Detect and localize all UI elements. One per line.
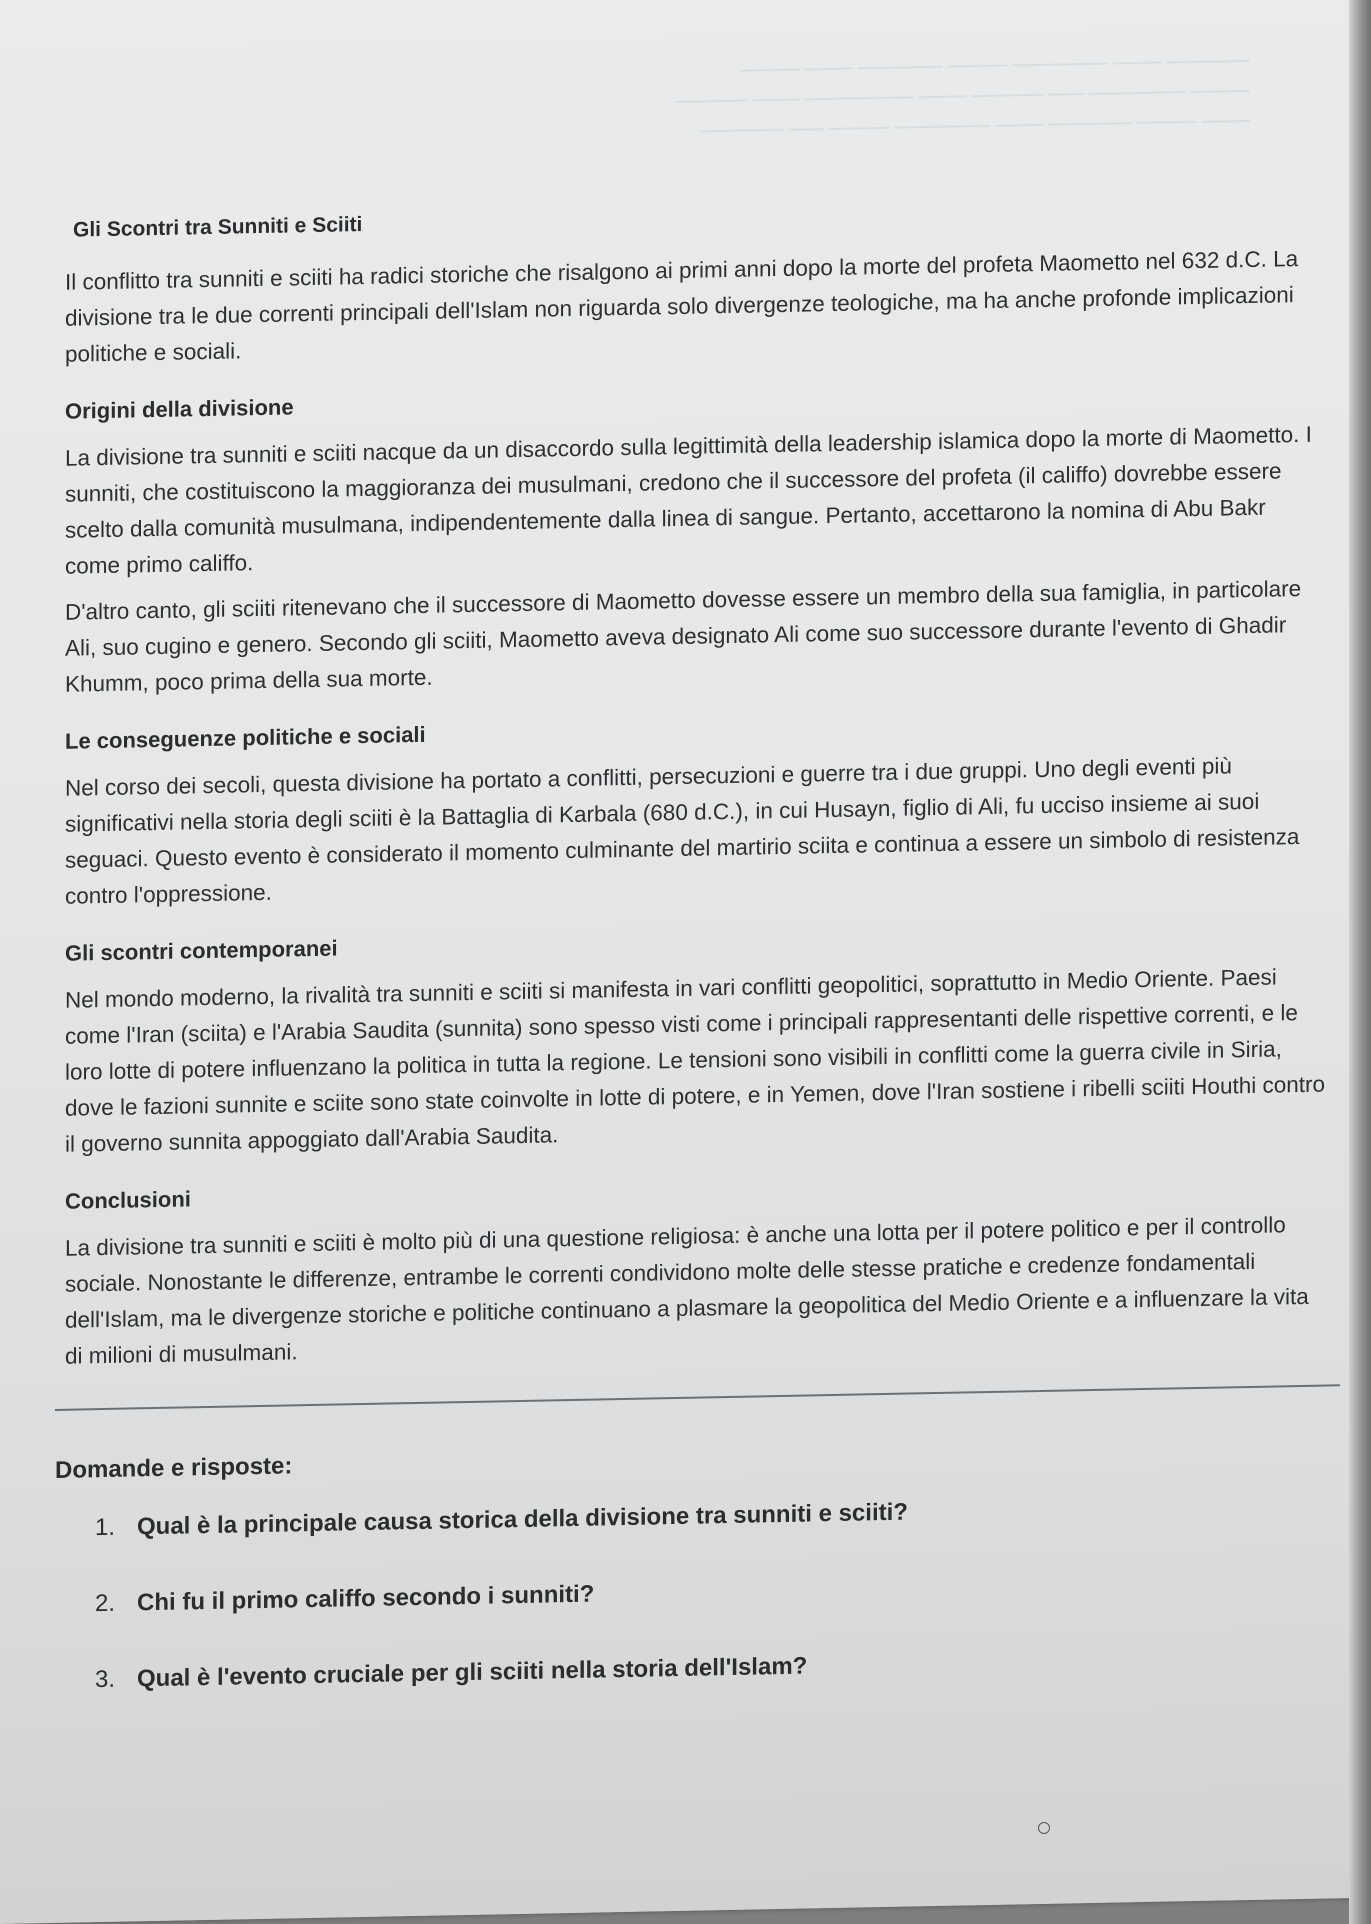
question-text: Qual è l'evento cruciale per gli sciiti nella storia dell'Islam? [137, 1652, 808, 1693]
document-body [55, 195, 1325, 1743]
section-paragraph: La divisione tra sunniti e sciiti è molto più di una questione religiosa: è anche una lotta per il potere politico e per il controllo sociale. Nonostante le differenze, entrambe le correnti condividono molte delle stesse pratiche e credenze fondamentali dell'Islam, ma le divergenze storiche e politiche continuano a plasmare la geopolitica del Medio Oriente e a influenzare la vita di milioni di musulmani. [65, 1212, 1309, 1369]
section-paragraph: La divisione tra sunniti e sciiti nacque da un disaccordo sulla legittimità della leadership islamica dopo la morte di Maometto. I sunniti, che costituiscono la maggioranza dei musulmani, credono che il successore del profeta (il califfo) dovrebbe essere scelto dalla comunità musulmana, indipendentemente dalla linea di sangue. Pertanto, accettarono la nomina di Abu Bakr come primo califfo. [65, 421, 1312, 579]
section-heading: Le conseguenze politiche e sociali [65, 721, 426, 754]
question-list [55, 1491, 1325, 1695]
intro-paragraph: Il conflitto tra sunniti e sciiti ha radici storiche che risalgono ai primi anni dopo la morte del profeta Maometto nel 632 d.C. La divisione tra le due correnti principali dell'Islam non riguarda solo divergenze teologiche, ma ha anche profonde implicazioni politiche e sociali. [65, 246, 1299, 367]
document-title: Gli Scontri tra Sunniti e Sciiti [73, 213, 363, 242]
page-edge-shadow [1349, 0, 1371, 1924]
question-item [95, 1567, 1325, 1619]
show-through-text: ─────── ──── ──────── ───── ─────── ──── ───── ───── ──────── ─── ────── ──── ───────── ──── ────── ──── ───── ─────── ──── ──────── ───── ─── ─────── [674, 50, 1250, 141]
divider-line [55, 1384, 1340, 1411]
section-paragraph: Nel corso dei secoli, questa divisione ha portato a conflitti, persecuzioni e guerre tra i due gruppi. Uno degli eventi più significativi nella storia degli sciiti è la Battaglia di Karbala (680 d.C.), in cui Husayn, figlio di Ali, fu ucciso insieme ai suoi seguaci. Questo evento è considerato il momento culminante del martirio sciita e continua a essere un simbolo di resistenza contro l'oppressione. [65, 753, 1300, 909]
section-heading: Conclusioni [65, 1186, 191, 1214]
section-paragraph: Nel mondo moderno, la rivalità tra sunniti e sciiti si manifesta in vari conflitti geopolitici, soprattutto in Medio Oriente. Paesi come l'Iran (sciita) e l'Arabia Saudita (sunnita) sono spesso visti come i principali rappresentanti delle rispettive correnti, e le loro lotte di potere influenzano la politica in tutta la regione. Le tensioni sono visibili in conflitti come la guerra civile in Siria, dove le fazioni sunnite e sciite sono state coinvolte in lotte di potere, e in Yemen, dove l'Iran sostiene i ribelli sciiti Houthi contro il governo sunnita appoggiato dall'Arabia Saudita. [65, 964, 1326, 1157]
question-item [95, 1643, 1325, 1695]
question-number: 2. [95, 1589, 116, 1618]
section-paragraph: D'altro canto, gli sciiti ritenevano che il successore di Maometto dovesse essere un membro della sua famiglia, in particolare Ali, suo cugino e genero. Secondo gli sciiti, Maometto aveva designato Ali come suo successore durante l'evento di Ghadir Khumm, poco prima della sua morte. [65, 576, 1302, 697]
section-origini [55, 375, 1325, 703]
section-conseguenze [55, 705, 1325, 915]
section-conclusioni [55, 1165, 1325, 1375]
question-item [95, 1491, 1325, 1543]
qa-heading: Domande e risposte: [55, 1452, 293, 1484]
pen-mark [1038, 1822, 1050, 1834]
section-heading: Origini della divisione [65, 394, 294, 424]
qa-section [55, 1433, 1325, 1695]
question-number: 1. [95, 1513, 116, 1542]
question-text: Qual è la principale causa storica della divisione tra sunniti e sciiti? [137, 1498, 908, 1541]
question-number: 3. [95, 1665, 116, 1694]
question-text: Chi fu il primo califfo secondo i sunniti? [137, 1580, 595, 1617]
section-contemporanei [55, 917, 1325, 1163]
section-heading: Gli scontri contemporanei [65, 935, 338, 966]
